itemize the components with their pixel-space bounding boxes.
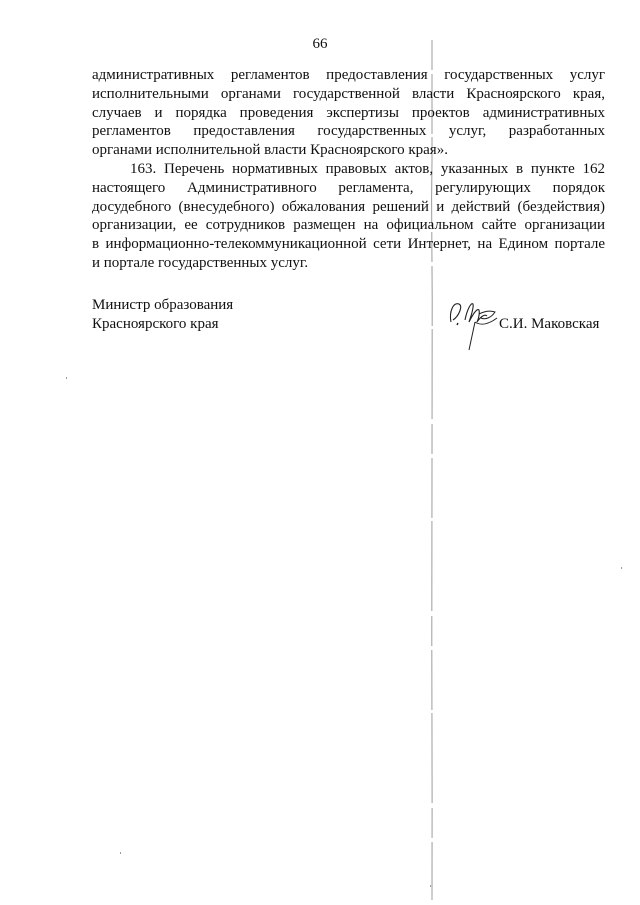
signatory-name: С.И. Маковская <box>499 316 600 332</box>
paragraph-1-line: регламентов предоставления государственных услуг, разработанных <box>92 123 605 140</box>
paragraph-2-line: в информационно-телекоммуникационной сети Интернет, на Едином портале <box>92 236 605 253</box>
paragraph-2-line: настоящего Административного регламента, регулирующих порядок <box>92 179 605 196</box>
paragraph-1-line: случаев и порядка проведения экспертизы проектов административных <box>92 104 605 121</box>
scan-speck <box>430 885 431 887</box>
signatory-position-line-2: Красноярского края <box>92 315 219 332</box>
page-number: 66 <box>312 36 328 52</box>
paragraph-1-line: органами исполнительной власти Красноярского края». <box>92 142 448 159</box>
paragraph-2-line: 163. Перечень нормативных правовых актов, указанных в пункте 162 <box>130 160 605 177</box>
handwritten-signature <box>445 292 505 354</box>
scan-speck <box>120 852 121 854</box>
document-body <box>92 66 605 273</box>
paragraph-1-line: административных регламентов предоставления государственных услуг <box>92 67 605 83</box>
paragraph-2-line: организации, ее сотрудников размещен на официальном сайте организации <box>92 217 605 234</box>
paragraph-1-line: исполнительными органами государственной власти Красноярского края, <box>92 85 605 102</box>
signatory-position <box>92 296 233 333</box>
signatory-position-line-1: Министр образования <box>92 297 234 313</box>
paragraph-2-line: и портале государственных услуг. <box>92 254 309 271</box>
scan-speck <box>66 377 67 379</box>
scan-speck <box>621 567 622 569</box>
paragraph-2-line: досудебного (внесудебного) обжалования решений и действий (бездействия) <box>92 198 605 215</box>
